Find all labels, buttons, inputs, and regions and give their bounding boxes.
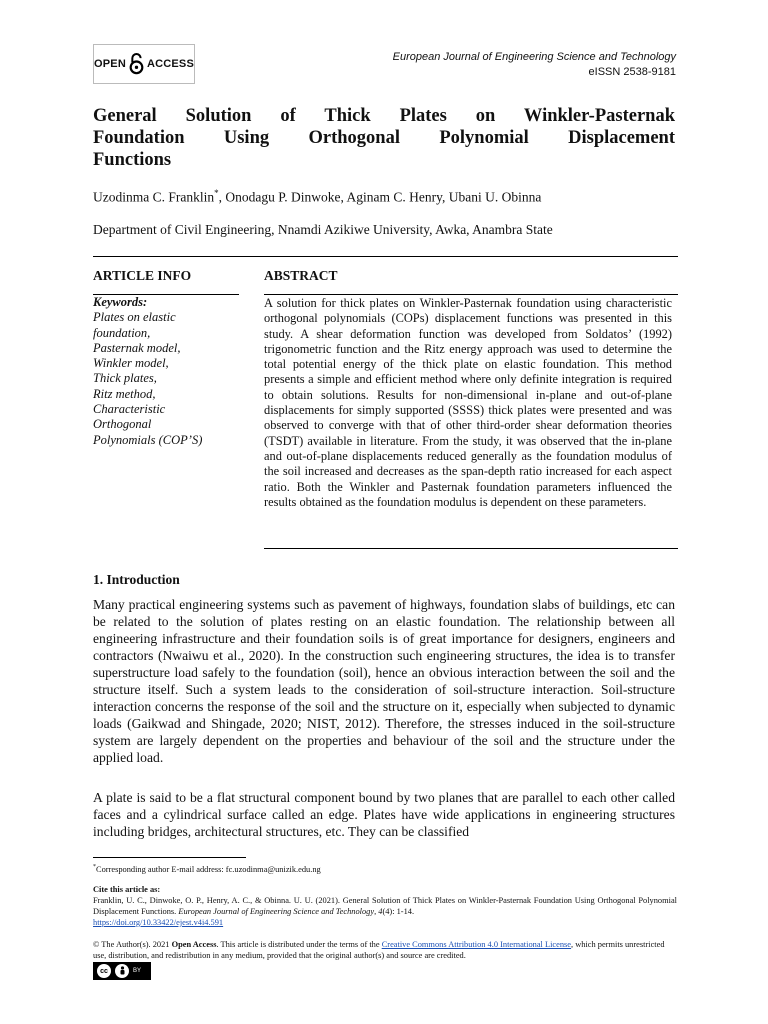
introduction-paragraph-1: Many practical engineering systems such as pavement of highways, foundation slabs of buildings, etc can be related to the solution of plates resting on an elastic foundation. The relationship between all engineering infrastructure and their foundation soils is of great importance for designers, engineers and contractors (Nwaiwu et al., 2020). In the construction such engineering structures, the idea is to transfer superstructure load safely to the foundation (soil), hence an obvious interaction between the soil and the structure itself. Such a system leads to the consideration of soil-structure interaction. Soil-structure interaction concerns the response of the soil and the structure on it, especially when subjected to dynamic loads (Gaikwad and Shingade, 2020; NIST, 2012). Therefore, the stresses induced in the soil-structure system are largely dependent on the properties and behaviour of the soil and the structure under the applied load. — [93, 597, 675, 765]
section-divider-bottom — [264, 548, 678, 549]
introduction-heading: 1. Introduction — [93, 572, 180, 587]
section-divider-top — [93, 256, 678, 257]
abstract-heading: ABSTRACT — [264, 268, 338, 283]
author-list — [93, 188, 541, 206]
citation-issue-pages: (4): 1-14. — [382, 907, 415, 916]
keyword-item: Ritz method, — [93, 386, 156, 401]
creative-commons-icon: cc — [97, 964, 111, 978]
citation-text — [93, 895, 677, 917]
citation-reference: Franklin, U. C., Dinwoke, O. P., Henry, A. C., & Obinna. U. U. (2021). General Solution of Thick Plates on Winkler-Pasternak Foundation Using Orthogonal Polynomial Displacement Functions. — [93, 896, 677, 916]
footnote — [93, 862, 321, 875]
license-copyright: © The Author(s). 2021 — [93, 940, 172, 949]
doi-link[interactable]: https://doi.org/10.33422/ejest.v4i4.591 — [93, 918, 224, 927]
access-label: ACCESS — [146, 58, 194, 70]
keyword-item: Orthogonal — [93, 417, 152, 432]
affiliation: Department of Civil Engineering, Nnamdi Azikiwe University, Awka, Anambra State — [93, 222, 553, 237]
license-open-access: Open Access — [171, 940, 217, 949]
keywords-block — [93, 295, 233, 448]
by-label: BY — [133, 968, 142, 974]
citation-separator: , — [374, 907, 379, 916]
keyword-item: Thick plates, — [93, 371, 157, 386]
citation-journal: European Journal of Engineering Science and Technology — [178, 907, 375, 916]
keyword-item: foundation, — [93, 325, 151, 340]
co-authors: , Onodagu P. Dinwoke, Aginam C. Henry, Ubani U. Obinna — [218, 189, 542, 205]
license-text-2: . This article is distributed under the terms of the — [216, 940, 382, 949]
title-line-1: General Solution of Thick Plates on Winkler-Pasternak — [93, 106, 675, 126]
title-line-2: Foundation Using Orthogonal Polynomial Displacement — [93, 128, 675, 148]
license-text-3: , which permits unrestricted use, distribution, and redistribution in any medium, provided that the original author(s) and source are credited. — [93, 940, 665, 960]
citation-volume: 4 — [378, 907, 383, 916]
corresponding-author: Uzodinma C. Franklin — [93, 189, 215, 205]
keyword-item: Pasternak model, — [93, 340, 181, 355]
keyword-item: Characteristic — [93, 402, 166, 417]
article-info-heading: ARTICLE INFO — [93, 268, 192, 283]
journal-eissn: eISSN 2538-9181 — [588, 66, 676, 78]
citation-block — [93, 884, 677, 928]
abstract-text: A solution for thick plates on Winkler-Pasternak foundation using characteristic orthogonal polynomials (COPs) displacement functions was presented in this study. A shear deformation function was developed from Soldatos’ (1992) trigonometric function and the Ritz energy approach was used to determine the total potential energy of the thick plate on elastic foundation. This method presents a simple and efficient method where only definite integration is required to obtain solutions. Results for non-dimensional in-plane and out-of-plane displacements for simply supported (SSSS) thick plates were presented and was observed to converge with that of other third-order shear deformation theories (TSDT) available in literature. From the study, it was observed that the in-plane and out-of-plane displacements reduced generally as the foundation modulus of the soil increased and decreases as the span-depth ratio increased for each aspect ratio. Both the Winkler and Pasternak foundation parameters influenced the results obtained as the foundation modulus is dependent on these parameters. — [264, 296, 672, 509]
article-title — [93, 105, 675, 171]
corresponding-mark: * — [214, 188, 219, 198]
footnote-text: Corresponding author E-mail address: fc.uzodinma@unizik.edu.ng — [96, 864, 321, 874]
keyword-item: Polynomials (COP’S) — [93, 432, 203, 447]
introduction-paragraph-2: A plate is said to be a flat structural component bound by two planes that are parallel to each other called faces and a cylindrical surface called an edge. Plates have wide applications in engineering structures including bridges, architectural structures, etc. They can be classified — [93, 790, 675, 839]
keyword-item: Winkler model, — [93, 356, 169, 371]
open-access-logo — [93, 44, 195, 84]
title-line-3: Functions — [93, 150, 172, 170]
footnote-mark: * — [93, 864, 96, 870]
keyword-item: Plates on elastic — [93, 310, 176, 325]
keywords-label: Keywords: — [93, 295, 148, 309]
open-access-lock-icon — [129, 51, 144, 77]
citation-heading: Cite this article as: — [93, 885, 161, 894]
license-link[interactable]: Creative Commons Attribution 4.0 International License — [381, 940, 572, 949]
license-block — [93, 939, 677, 961]
cc-by-badge[interactable] — [93, 962, 151, 980]
attribution-person-icon — [115, 964, 129, 978]
footnote-rule — [93, 857, 246, 858]
journal-name: European Journal of Engineering Science and Technology — [392, 51, 676, 63]
journal-header — [393, 50, 676, 80]
open-label: OPEN — [94, 58, 126, 70]
abstract-divider — [264, 294, 678, 295]
